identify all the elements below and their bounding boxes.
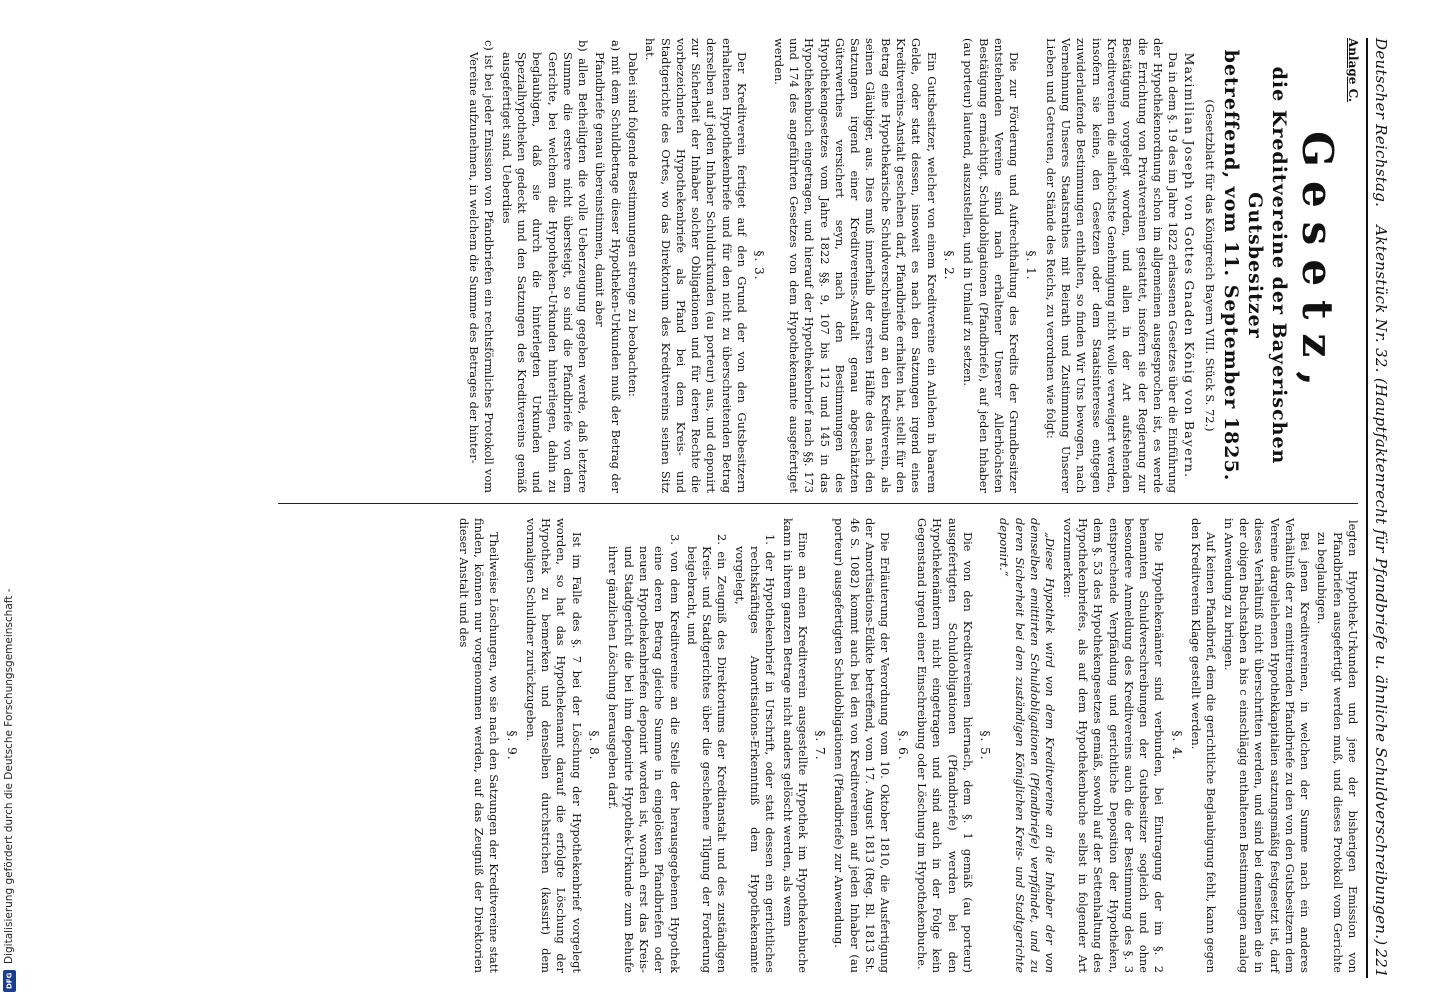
section-heading-5: §. 5.	[978, 730, 993, 761]
law-source: (Gesetzblatt für das Königreich Bayern VIII. Stück S. 72.)	[1202, 99, 1217, 432]
left-column	[464, 38, 1360, 493]
section-7-item-2: 2. ein Zeugniß des Direktoriums der Kreditanstalt und des zuständigen Kreis- und Stadtgerichtes über die geschehene Tilgung der Forderung beigebracht, und	[684, 534, 730, 973]
section-text-6: Die Erläuterung der Verordnung vom 10. Oktober 1810, die Ausfertigung der Amortisations-Edikte betreffend, vom 17. August 1813 (Reg. Bl. 1813 St. 46 S. 1082) kommt auch bei den von Kreditvereinen auf jeden Inhaber (au porteur) ausgefertigten Schuldobligationen (Pfandbriefe) zur Anwendung.	[832, 518, 893, 973]
section-text-8: Ist im Falle des §. 7 bei der Löschung der Hypothekenbrief vorgelegt worden, so hat das Hypothekenamt darauf die erfolgte Löschung der Hypothek zu bemerken und denselben durchstrichen (kassirt) dem vormaligen Schuldner zurückzugeben.	[523, 518, 584, 973]
running-head	[1366, 38, 1394, 978]
digitization-credit	[2, 4, 18, 964]
section-text-5: Die von den Kreditvereinen hiernach, dem §. 1 gemäß (au porteur) ausgefertigten Schuldobligationen (Pfandbriefe) werden bei den Hypothekenämtern nicht eingetragen und sind auch in der Folge kein Gegenstand irgend einer Einschreibung oder Löschung im Hypothekenbuche.	[914, 518, 975, 973]
section-text-3: Der Kreditverein fertiget auf den Grund der von den Gutsbesitzern erhaltenen Hypothekenbriefe und für den nicht zu überschreitenden Betrag derselben auf jeden Inhaber Schuldurkunden (au porteur) aus, und deponirt zur Sicherheit der Inhaber solcher Obligationen und für deren Rechte die vorbezeichneten Hypothekenbriefe als Pfand bei dem Kreis- und Stadtgerichte des Ortes, wo das Direktorium des Kreditvereins seinen Sitz hat.	[643, 38, 750, 493]
running-head-left: Deutscher Reichstag.	[1372, 38, 1390, 208]
annex-label: Anlage C.	[1346, 38, 1360, 103]
section-3-item-b: b) allen Betheiligten die volle Ueberzeugung gegeben werde, daß letztere Summe die erstere nicht übersteigt, so sind die Pfandbriefe von dem Gerichte, bei welchem die Hypotheken-Urkunden hinterliegen, dahin zu beglaubigen, daß sie durch die hinterlegten Urkunden und Spezialhypotheken gedeckt und den Satzungen des Kreditvereins gemäß ausgefertiget sind. Ueberdies	[499, 40, 591, 493]
continuation-paragraph-1: legten Hypothek-Urkunden und jene der bisherigen Emission von Pfandbriefen ausgefertigt werden muß, und dieses Protokoll vom Gerichte zu beglaubigen.	[1315, 520, 1360, 973]
section-heading-9: §. 9.	[504, 730, 519, 761]
section-7-item-1: 1. der Hypothekenbrief in Urschrift, oder statt dessen ein gerichtliches rechtskräftiges Amortisations-Erkenntniß dem Hypothekenamte vorgelegt,	[732, 534, 778, 973]
preamble-paragraph: Da in dem §. 19 des im Jahre 1822 erlassenen Gesetzes über die Einführung der Hypothekenordnung schon im allgemeinen ausgesprochen ist, es werde die Errichtung von Privatvereinen gestattet, insofern sie der Regierung zur Bestätigung vorgelegt worden, und allen in der Art aufstehenden Kreditvereinen die allerhöchste Genehmigung nicht wolle verweigert werden, insofern sie keine, den Gesetzen oder dem Staatsinteresse entgegen zuwiderlaufende Bestimmungen enthalten, so finden Wir Uns bewogen, nach Vernehmung Unseres Staatsrathes mit Beirath und Zustimmung Unserer Lieben und Getreuen, der Stände des Reichs, zu verordnen wie folgt:	[1043, 38, 1181, 493]
section-heading-4: §. 4.	[1169, 730, 1184, 761]
section-heading-7: §. 7.	[813, 730, 828, 761]
document-page	[5, 8, 1400, 1000]
section-4-quote: „Diese Hypothek wird von dem Kreditvereine an die Inhaber der von demselben emittirten Schuldobligationen (Pfandbriefe) verpfändet, und zu deren Sicherheit bei dem zuständigen Königlichen Kreis- und Stadtgerichte deponirt.“	[997, 518, 1058, 973]
section-heading-3: §. 3.	[752, 250, 767, 281]
section-heading-2: §. 2.	[941, 250, 956, 281]
section-heading-6: §. 6.	[895, 730, 910, 761]
law-title: Gesetz,	[1292, 131, 1342, 400]
section-text-1: Die zur Förderung und Aufrechthaltung des Kredits der Grundbesitzer entstehenden Vereine sind nach erhaltener Unserer Allerhöchsten Bestätigung ermächtigt, Schuldobligationen (Pfandbriefe), auf jeden Inhaber (au porteur) lautend, auszustellen, und in Umlauf zu setzen.	[961, 38, 1022, 493]
section-text-2: Ein Gutsbesitzer, welcher von einem Kreditvereine ein Anlehen in baarem Gelde, oder statt dessen, insoweit es nach den Satzungen irgend eines Kreditvereins-Anstalt geschehen darf, Pfandbriefe erhalten hat, stellt für den Betrag eine Hypothekarische Schuldverschreibung an den Kreditverein, als seinen Gläubiger, aus. Dies muß innerhalb der ersten Hälfte des nach den Satzungen irgend einer Kreditvereins-Anstalt genau abgeschätzten Güterwerthes versichert seyn, nach den Bestimmungen des Hypothekengesetzes vom Jahre 1822 §§. 9, 107 bis 112 und 145 in das Hypothekenbuch eingetragen, und hierauf der Hypothekenbrief nach §§. 173 und 174 des angeführten Gesetzes von dem Hypothekenamte ausgefertiget werden.	[771, 38, 939, 493]
section-heading-8: §. 8.	[587, 730, 602, 761]
section-text-9: Theilweise Löschungen, wo sie nach den Satzungen der Kreditvereine statt finden, können nur vorgenommen werden, auf das Zeugniß der Direktorien dieser Anstalt und des	[456, 518, 502, 973]
page-number: 221	[1372, 948, 1390, 978]
section-text-7: Eine an einen Kreditverein ausgestellte Hypothek im Hypothekenbuche kann in ihrem ganzen Betrage nicht anders gelöscht werden, als wenn	[780, 518, 810, 973]
section-3-item-a: a) mit dem Schuldbetrage dieser Hypotheken-Urkunden muß der Betrag der Pfandbriefe genau übereinstimmen, damit aber	[593, 40, 623, 493]
right-column	[453, 518, 1360, 973]
section-3-item-c: c) ist bei jeder Emission von Pfandbriefen ein rechtsförmliches Protokoll vom Vereine aufzunehmen, in welchem die Summe des Betrages der hinter-	[467, 40, 497, 493]
section-7-item-3: 3. von dem Kreditvereine an die Stelle der herausgegebenen Hypothek eine deren Betrag gleiche Summe in eingelösten Pfandbriefen oder neuen Hypothekenbriefen deponirt worden ist, wonach erst das Kreis- und Stadtgericht die bei ihm deponirte Hypothek-Urkunde zum Behufe ihrer gänzlichen Löschung herausgeben darf.	[606, 534, 682, 973]
column-divider	[278, 503, 1358, 504]
running-head-center: Aktenstück Nr. 32. (Hauptfaktenrecht für Pfandbriefe u. ähnliche Schuldverschreibungen.)	[1372, 225, 1390, 946]
law-subtitle-line-1: die Kreditvereine der Bayerischen Gutsbesitzer	[1243, 66, 1290, 465]
dfg-logo-text: DFG	[5, 972, 14, 990]
digitization-credit-text: Digitalisierung gefördert durch die Deutsche Forschungsgemeinschaft -	[3, 588, 15, 964]
continuation-paragraph-2: Bei jenen Kreditvereinen, in welchen der Summe nach ein anderes Verhältniß der zu emittirenden Pfandbriefe zu den von den Gutsbesitzern dem Vereine dargeliehenen Hypothekkapitalien satzungsmäßig festgesetzt ist, darf dieses Verhältniß nicht überschritten werden, und sind bei demselben die in der obigen Buchstaben a bis c einschlägig enthaltenen Bestimmungen analog in Anwendung zu bringen.	[1221, 518, 1313, 973]
sovereign-line: Maximilian Joseph von Gottes Gnaden König von Bayern.	[1182, 52, 1198, 479]
continuation-paragraph-3: Auf keinen Pfandbrief, dem die gerichtliche Beglaubigung fehlt, kann gegen den Kreditverein Klage gestellt werden.	[1189, 518, 1219, 973]
section-3-intro: Dabei sind folgende Bestimmungen strenge zu beobachten:	[626, 52, 641, 397]
section-heading-1: §. 1.	[1024, 250, 1039, 281]
section-text-4: Die Hypothekenämter sind verbunden, bei Eintragung der im §. 2 benannten Schuldverschreibungen der Gutsbesitzer sogleich und ohne besondere Anmeldung des Kreditvereins auch die der Bestimmung des §. 3 entsprechende Verpfändung und gerichtliche Deposition der Hypotheken, dem §. 53 des Hypothekengesetzes gemäß, sowohl auf der Settenhaltung des Hypothekenbriefes, als auf dem Hypothekenbuche selbst in folgender Art vorzumerken:	[1060, 518, 1167, 973]
law-subtitle-line-2: betreffend, vom 11. September 1825.	[1219, 49, 1242, 482]
dfg-logo-icon	[3, 970, 16, 992]
